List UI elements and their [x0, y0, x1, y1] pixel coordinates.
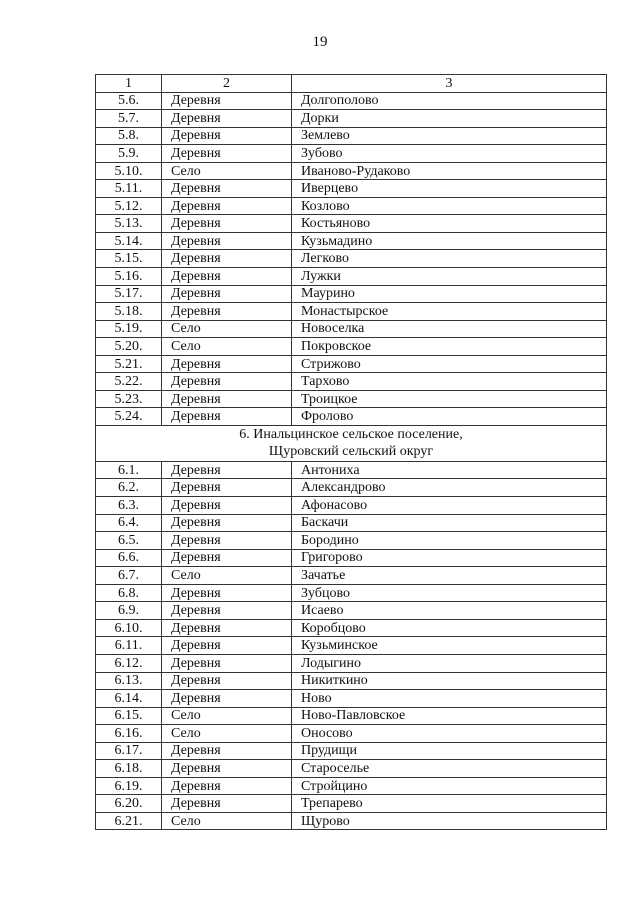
settlement-name: Исаево [292, 602, 607, 620]
table-row [96, 584, 607, 602]
settlement-type: Деревня [162, 232, 292, 250]
settlement-name: Землево [292, 127, 607, 145]
settlement-name: Покровское [292, 338, 607, 356]
row-number: 5.15. [96, 250, 162, 268]
settlement-name: Антониха [292, 461, 607, 479]
table-row [96, 672, 607, 690]
settlement-name: Кузьминское [292, 637, 607, 655]
table-row [96, 127, 607, 145]
settlement-type: Деревня [162, 497, 292, 515]
table-row [96, 373, 607, 391]
settlement-type: Деревня [162, 602, 292, 620]
settlement-name: Староселье [292, 760, 607, 778]
table-row [96, 215, 607, 233]
settlement-type: Село [162, 567, 292, 585]
page-number: 19 [312, 34, 328, 50]
row-number: 5.19. [96, 320, 162, 338]
row-number: 5.20. [96, 338, 162, 356]
settlement-type: Деревня [162, 268, 292, 286]
table-row [96, 145, 607, 163]
settlement-name: Щурово [292, 812, 607, 830]
table-row [96, 285, 607, 303]
table-row [96, 338, 607, 356]
settlement-type: Село [162, 707, 292, 725]
section-heading-row [96, 425, 607, 461]
row-number: 5.18. [96, 303, 162, 321]
row-number: 6.18. [96, 760, 162, 778]
settlement-type: Деревня [162, 479, 292, 497]
row-number: 6.19. [96, 777, 162, 795]
table-row [96, 742, 607, 760]
settlement-type: Деревня [162, 250, 292, 268]
settlement-name: Лодыгино [292, 654, 607, 672]
table-row [96, 690, 607, 708]
settlement-type: Деревня [162, 584, 292, 602]
settlement-name: Кузьмадино [292, 232, 607, 250]
table-row [96, 110, 607, 128]
settlement-name: Афонасово [292, 497, 607, 515]
settlement-type: Село [162, 812, 292, 830]
row-number: 5.6. [96, 92, 162, 110]
row-number: 6.17. [96, 742, 162, 760]
table-row [96, 532, 607, 550]
row-number: 5.22. [96, 373, 162, 391]
table-row [96, 497, 607, 515]
row-number: 6.9. [96, 602, 162, 620]
settlements-table [95, 74, 607, 830]
table-row [96, 162, 607, 180]
row-number: 6.8. [96, 584, 162, 602]
settlement-type: Деревня [162, 549, 292, 567]
row-number: 5.24. [96, 408, 162, 426]
column-header-3: 3 [292, 75, 607, 93]
settlement-name: Троицкое [292, 390, 607, 408]
settlement-name: Иверцево [292, 180, 607, 198]
settlement-type: Село [162, 338, 292, 356]
settlement-name: Ново [292, 690, 607, 708]
settlement-name: Зубцово [292, 584, 607, 602]
row-number: 6.12. [96, 654, 162, 672]
row-number: 6.13. [96, 672, 162, 690]
row-number: 6.2. [96, 479, 162, 497]
row-number: 5.13. [96, 215, 162, 233]
row-number: 6.10. [96, 619, 162, 637]
row-number: 6.11. [96, 637, 162, 655]
settlement-type: Деревня [162, 355, 292, 373]
table-row [96, 602, 607, 620]
settlement-name: Ново-Павловское [292, 707, 607, 725]
row-number: 5.17. [96, 285, 162, 303]
settlement-type: Деревня [162, 672, 292, 690]
table-row [96, 812, 607, 830]
table-row [96, 795, 607, 813]
settlement-name: Маурино [292, 285, 607, 303]
settlement-name: Коробцово [292, 619, 607, 637]
settlement-name: Оносово [292, 725, 607, 743]
settlement-type: Деревня [162, 514, 292, 532]
settlement-type: Село [162, 725, 292, 743]
settlement-name: Дорки [292, 110, 607, 128]
settlement-type: Деревня [162, 461, 292, 479]
table-row [96, 390, 607, 408]
settlement-name: Козлово [292, 197, 607, 215]
settlement-name: Александрово [292, 479, 607, 497]
settlement-type: Село [162, 162, 292, 180]
table-row [96, 355, 607, 373]
settlement-name: Никиткино [292, 672, 607, 690]
row-number: 5.14. [96, 232, 162, 250]
row-number: 6.5. [96, 532, 162, 550]
row-number: 6.16. [96, 725, 162, 743]
settlement-type: Деревня [162, 690, 292, 708]
settlement-name: Легково [292, 250, 607, 268]
section-title-line-2: Щуровский сельский округ [268, 444, 434, 460]
settlement-name: Долгополово [292, 92, 607, 110]
settlement-name: Лужки [292, 268, 607, 286]
table-header-row [96, 75, 607, 93]
row-number: 5.12. [96, 197, 162, 215]
row-number: 5.16. [96, 268, 162, 286]
row-number: 6.20. [96, 795, 162, 813]
settlement-name: Стройцино [292, 777, 607, 795]
column-header-1: 1 [96, 75, 162, 93]
section-title-line-1: 6. Инальцинское сельское поселение, [239, 427, 463, 443]
settlement-type: Деревня [162, 654, 292, 672]
settlement-name: Фролово [292, 408, 607, 426]
table-body [96, 75, 607, 830]
row-number: 6.21. [96, 812, 162, 830]
table-row [96, 303, 607, 321]
settlement-type: Деревня [162, 637, 292, 655]
row-number: 5.9. [96, 145, 162, 163]
table-row [96, 320, 607, 338]
section-heading [96, 425, 607, 461]
table-row [96, 637, 607, 655]
settlement-type: Деревня [162, 180, 292, 198]
settlement-type: Деревня [162, 145, 292, 163]
column-header-2: 2 [162, 75, 292, 93]
settlement-name: Новоселка [292, 320, 607, 338]
table-row [96, 549, 607, 567]
settlement-name: Монастырское [292, 303, 607, 321]
row-number: 6.4. [96, 514, 162, 532]
settlement-name: Зубово [292, 145, 607, 163]
table-row [96, 232, 607, 250]
row-number: 6.15. [96, 707, 162, 725]
row-number: 5.8. [96, 127, 162, 145]
settlement-type: Деревня [162, 197, 292, 215]
table-row [96, 197, 607, 215]
settlement-type: Деревня [162, 760, 292, 778]
settlement-type: Деревня [162, 390, 292, 408]
table-row [96, 654, 607, 672]
table-row [96, 760, 607, 778]
settlement-type: Деревня [162, 92, 292, 110]
settlement-type: Деревня [162, 110, 292, 128]
table-row [96, 268, 607, 286]
table-row [96, 92, 607, 110]
table-row [96, 408, 607, 426]
settlement-name: Баскачи [292, 514, 607, 532]
row-number: 6.7. [96, 567, 162, 585]
settlement-type: Деревня [162, 619, 292, 637]
table-row [96, 619, 607, 637]
table-row [96, 250, 607, 268]
settlement-name: Тархово [292, 373, 607, 391]
settlement-type: Деревня [162, 742, 292, 760]
settlement-type: Деревня [162, 215, 292, 233]
settlement-type: Деревня [162, 285, 292, 303]
row-number: 5.23. [96, 390, 162, 408]
table-row [96, 725, 607, 743]
settlement-type: Деревня [162, 408, 292, 426]
row-number: 6.6. [96, 549, 162, 567]
table-row [96, 479, 607, 497]
row-number: 5.21. [96, 355, 162, 373]
settlement-type: Деревня [162, 127, 292, 145]
row-number: 5.7. [96, 110, 162, 128]
settlement-type: Деревня [162, 373, 292, 391]
row-number: 6.14. [96, 690, 162, 708]
settlement-type: Деревня [162, 795, 292, 813]
settlement-type: Деревня [162, 777, 292, 795]
settlement-name: Трепарево [292, 795, 607, 813]
settlement-name: Костьяново [292, 215, 607, 233]
settlement-name: Прудищи [292, 742, 607, 760]
settlement-name: Бородино [292, 532, 607, 550]
table-row [96, 180, 607, 198]
settlement-type: Деревня [162, 532, 292, 550]
row-number: 6.3. [96, 497, 162, 515]
table-row [96, 707, 607, 725]
settlement-type: Село [162, 320, 292, 338]
row-number: 6.1. [96, 461, 162, 479]
table-row [96, 461, 607, 479]
settlement-name: Иваново-Рудаково [292, 162, 607, 180]
table-row [96, 514, 607, 532]
settlement-name: Зачатье [292, 567, 607, 585]
table-row [96, 777, 607, 795]
row-number: 5.10. [96, 162, 162, 180]
table-row [96, 567, 607, 585]
settlement-name: Григорово [292, 549, 607, 567]
row-number: 5.11. [96, 180, 162, 198]
settlement-name: Стрижово [292, 355, 607, 373]
settlement-type: Деревня [162, 303, 292, 321]
